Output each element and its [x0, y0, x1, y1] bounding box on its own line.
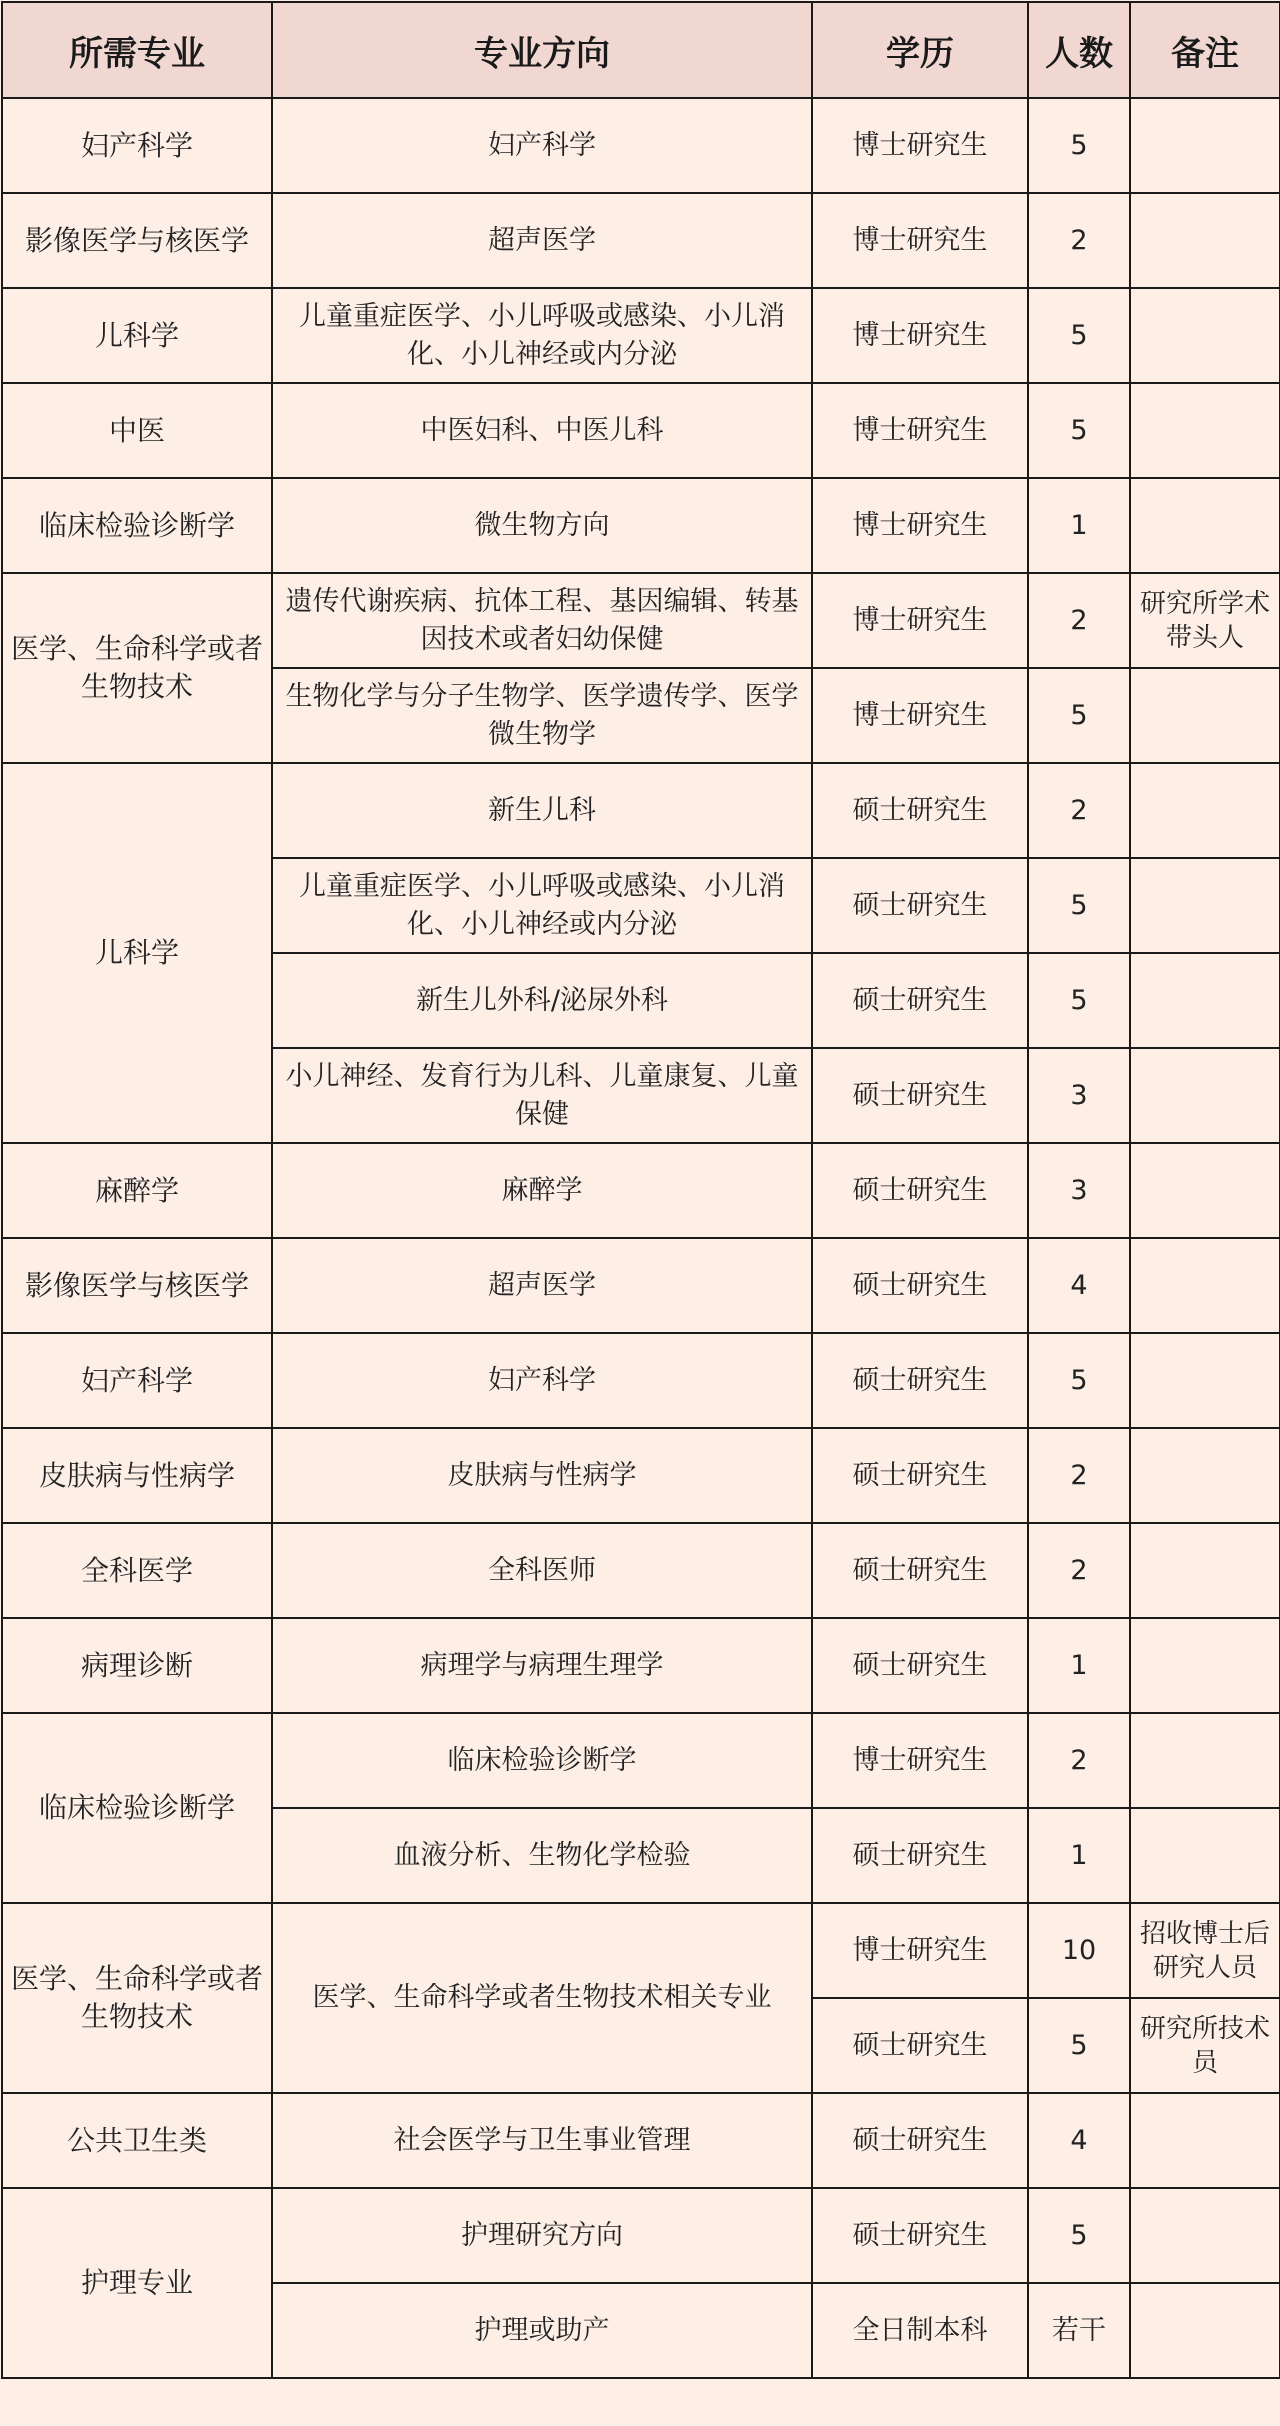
- major-cell: 临床检验诊断学: [2, 478, 272, 573]
- degree-cell: 硕士研究生: [812, 2093, 1028, 2188]
- direction-cell: 护理研究方向: [272, 2188, 812, 2283]
- major-cell: 妇产科学: [2, 1333, 272, 1428]
- count-cell: 3: [1028, 1143, 1130, 1238]
- degree-cell: 硕士研究生: [812, 858, 1028, 953]
- major-cell: 儿科学: [2, 763, 272, 1143]
- direction-cell: 血液分析、生物化学检验: [272, 1808, 812, 1903]
- major-cell: 医学、生命科学或者生物技术: [2, 573, 272, 763]
- major-cell: 妇产科学: [2, 98, 272, 193]
- direction-cell: 微生物方向: [272, 478, 812, 573]
- major-cell: 医学、生命科学或者生物技术: [2, 1903, 272, 2093]
- count-cell: 5: [1028, 383, 1130, 478]
- note-cell: [1130, 2188, 1280, 2283]
- count-cell: 4: [1028, 1238, 1130, 1333]
- note-cell: [1130, 763, 1280, 858]
- direction-cell: 妇产科学: [272, 98, 812, 193]
- major-cell: 临床检验诊断学: [2, 1713, 272, 1903]
- note-cell: [1130, 858, 1280, 953]
- degree-cell: 博士研究生: [812, 98, 1028, 193]
- direction-cell: 儿童重症医学、小儿呼吸或感染、小儿消化、小儿神经或内分泌: [272, 858, 812, 953]
- degree-cell: 硕士研究生: [812, 1333, 1028, 1428]
- degree-cell: 博士研究生: [812, 478, 1028, 573]
- major-cell: 全科医学: [2, 1523, 272, 1618]
- table-row: [2, 2093, 1280, 2188]
- note-cell: [1130, 1048, 1280, 1143]
- note-cell: 研究所学术带头人: [1130, 573, 1280, 668]
- note-cell: [1130, 1618, 1280, 1713]
- count-cell: 2: [1028, 1523, 1130, 1618]
- table-row: [2, 2188, 1280, 2283]
- recruitment-table: [1, 1, 1280, 2379]
- direction-cell: 儿童重症医学、小儿呼吸或感染、小儿消化、小儿神经或内分泌: [272, 288, 812, 383]
- table-row: [2, 193, 1280, 288]
- direction-cell: 超声医学: [272, 1238, 812, 1333]
- table-row: [2, 288, 1280, 383]
- note-cell: [1130, 2093, 1280, 2188]
- note-cell: 招收博士后研究人员: [1130, 1903, 1280, 1998]
- header-degree: 学历: [812, 2, 1028, 98]
- header-row: [2, 2, 1280, 98]
- table-row: [2, 1428, 1280, 1523]
- degree-cell: 硕士研究生: [812, 1618, 1028, 1713]
- table-row: [2, 763, 1280, 858]
- degree-cell: 博士研究生: [812, 573, 1028, 668]
- note-cell: [1130, 953, 1280, 1048]
- degree-cell: 硕士研究生: [812, 1523, 1028, 1618]
- count-cell: 2: [1028, 573, 1130, 668]
- table-row: [2, 478, 1280, 573]
- note-cell: [1130, 193, 1280, 288]
- degree-cell: 硕士研究生: [812, 953, 1028, 1048]
- direction-cell: 皮肤病与性病学: [272, 1428, 812, 1523]
- degree-cell: 博士研究生: [812, 1903, 1028, 1998]
- note-cell: [1130, 478, 1280, 573]
- degree-cell: 博士研究生: [812, 383, 1028, 478]
- direction-cell: 护理或助产: [272, 2283, 812, 2378]
- major-cell: 护理专业: [2, 2188, 272, 2378]
- direction-cell: 中医妇科、中医儿科: [272, 383, 812, 478]
- note-cell: [1130, 98, 1280, 193]
- count-cell: 2: [1028, 193, 1130, 288]
- header-note: 备注: [1130, 2, 1280, 98]
- degree-cell: 博士研究生: [812, 668, 1028, 763]
- header-direction: 专业方向: [272, 2, 812, 98]
- direction-cell: 临床检验诊断学: [272, 1713, 812, 1808]
- count-cell: 2: [1028, 763, 1130, 858]
- table-row: [2, 1903, 1280, 1998]
- direction-cell: 生物化学与分子生物学、医学遗传学、医学微生物学: [272, 668, 812, 763]
- note-cell: [1130, 383, 1280, 478]
- count-cell: 4: [1028, 2093, 1130, 2188]
- degree-cell: 硕士研究生: [812, 1143, 1028, 1238]
- direction-cell: 超声医学: [272, 193, 812, 288]
- count-cell: 5: [1028, 668, 1130, 763]
- header-major: 所需专业: [2, 2, 272, 98]
- major-cell: 病理诊断: [2, 1618, 272, 1713]
- major-cell: 影像医学与核医学: [2, 1238, 272, 1333]
- degree-cell: 博士研究生: [812, 288, 1028, 383]
- note-cell: [1130, 2283, 1280, 2378]
- note-cell: [1130, 1428, 1280, 1523]
- degree-cell: 硕士研究生: [812, 1238, 1028, 1333]
- count-cell: 5: [1028, 1998, 1130, 2093]
- table-row: [2, 1238, 1280, 1333]
- note-cell: [1130, 288, 1280, 383]
- major-cell: 公共卫生类: [2, 2093, 272, 2188]
- direction-cell: 小儿神经、发育行为儿科、儿童康复、儿童保健: [272, 1048, 812, 1143]
- direction-cell: 新生儿外科/泌尿外科: [272, 953, 812, 1048]
- note-cell: [1130, 1808, 1280, 1903]
- count-cell: 5: [1028, 288, 1130, 383]
- note-cell: [1130, 1333, 1280, 1428]
- note-cell: [1130, 1238, 1280, 1333]
- degree-cell: 硕士研究生: [812, 1048, 1028, 1143]
- note-cell: [1130, 1143, 1280, 1238]
- degree-cell: 硕士研究生: [812, 2188, 1028, 2283]
- direction-cell: 医学、生命科学或者生物技术相关专业: [272, 1903, 812, 2093]
- count-cell: 1: [1028, 1808, 1130, 1903]
- note-cell: [1130, 1713, 1280, 1808]
- count-cell: 1: [1028, 1618, 1130, 1713]
- direction-cell: 全科医师: [272, 1523, 812, 1618]
- count-cell: 2: [1028, 1713, 1130, 1808]
- header-count: 人数: [1028, 2, 1130, 98]
- degree-cell: 博士研究生: [812, 1713, 1028, 1808]
- table-row: [2, 1523, 1280, 1618]
- count-cell: 10: [1028, 1903, 1130, 1998]
- count-cell: 5: [1028, 858, 1130, 953]
- note-cell: [1130, 668, 1280, 763]
- count-cell: 5: [1028, 98, 1130, 193]
- direction-cell: 病理学与病理生理学: [272, 1618, 812, 1713]
- major-cell: 中医: [2, 383, 272, 478]
- degree-cell: 硕士研究生: [812, 763, 1028, 858]
- degree-cell: 硕士研究生: [812, 1808, 1028, 1903]
- count-cell: 2: [1028, 1428, 1130, 1523]
- table-row: [2, 98, 1280, 193]
- direction-cell: 妇产科学: [272, 1333, 812, 1428]
- table-row: [2, 383, 1280, 478]
- degree-cell: 博士研究生: [812, 193, 1028, 288]
- count-cell: 3: [1028, 1048, 1130, 1143]
- count-cell: 5: [1028, 2188, 1130, 2283]
- table-row: [2, 1333, 1280, 1428]
- table-row: [2, 573, 1280, 668]
- count-cell: 若干: [1028, 2283, 1130, 2378]
- direction-cell: 麻醉学: [272, 1143, 812, 1238]
- table-row: [2, 1713, 1280, 1808]
- direction-cell: 新生儿科: [272, 763, 812, 858]
- degree-cell: 硕士研究生: [812, 1998, 1028, 2093]
- degree-cell: 全日制本科: [812, 2283, 1028, 2378]
- count-cell: 5: [1028, 1333, 1130, 1428]
- major-cell: 麻醉学: [2, 1143, 272, 1238]
- note-cell: 研究所技术员: [1130, 1998, 1280, 2093]
- count-cell: 5: [1028, 953, 1130, 1048]
- major-cell: 皮肤病与性病学: [2, 1428, 272, 1523]
- direction-cell: 社会医学与卫生事业管理: [272, 2093, 812, 2188]
- count-cell: 1: [1028, 478, 1130, 573]
- direction-cell: 遗传代谢疾病、抗体工程、基因编辑、转基因技术或者妇幼保健: [272, 573, 812, 668]
- major-cell: 儿科学: [2, 288, 272, 383]
- major-cell: 影像医学与核医学: [2, 193, 272, 288]
- note-cell: [1130, 1523, 1280, 1618]
- table-row: [2, 1618, 1280, 1713]
- degree-cell: 硕士研究生: [812, 1428, 1028, 1523]
- table-row: [2, 1143, 1280, 1238]
